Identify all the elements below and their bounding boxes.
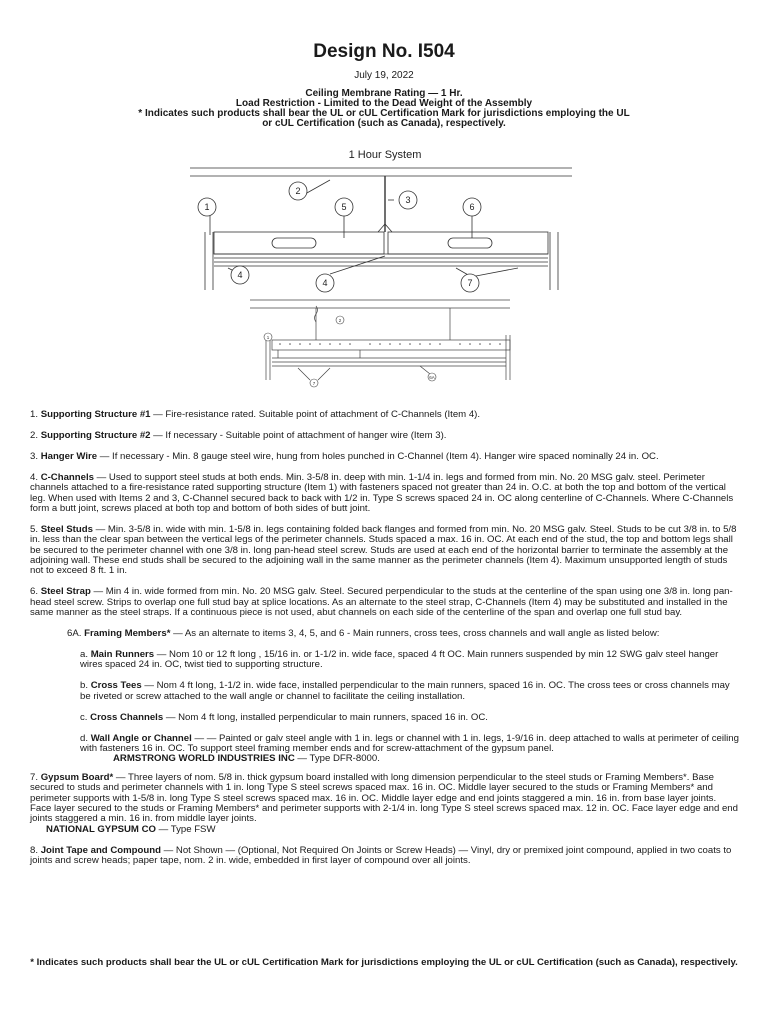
design-date: July 19, 2022 xyxy=(354,70,414,81)
callout-label: 1 xyxy=(204,202,210,212)
callout-label: 2 xyxy=(295,186,301,196)
item-6: 6. Steel Strap — Min 4 in. wide formed from min. No. 20 MSG galv. Steel. Secured perpendicular to the studs at the centerline of the span using one 3/8 in. long pan-head steel screw. Strips to overlap one full stud bay at splice locations. As an alternate to the steel strap, C-Channels (Item 4) may be substituted and installed in the same manner as the steel straps. If a continuous piece is not used, abut channels on each side of the centerline of the span and overlap one full stud bay. xyxy=(30,586,733,619)
callout-label: 6 xyxy=(469,202,475,212)
rating-line: Ceiling Membrane Rating — 1 Hr. xyxy=(305,88,463,99)
header-notes xyxy=(60,89,708,129)
lower-section xyxy=(250,300,510,380)
lower-dots xyxy=(279,343,501,345)
item-6a: 6A. Framing Members* — As an alternate to items 3, 4, 5, and 6 - Main runners, cross tees, cross channels and wall angle as listed below: xyxy=(67,628,660,640)
cert-note-line-2: or cUL Certification (such as Canada), respectively. xyxy=(262,118,506,129)
lower-label: 7 xyxy=(312,381,316,386)
item-7: 7. Gypsum Board* — Three layers of nom. 5/8 in. thick gypsum board installed with long dimension perpendicular to the steel studs or Framing Members*. Base secured to studs and perimeter channels with 1 in. long Type S steel screws spaced max. 16 in. OC. Middle layer secured to the studs or Framing Members* and perimeter supports with 1-5/8 in. long Type S steel screws spaced max. 16 in. OC. Middle layer edge and end joints staggered a min. 16 in. from base layer joints. Face layer secured to the studs or Framing Members* and perimeter supports with 2-1/4 in. long Type S steel screws spaced max. 12 in. OC. Face layer edge and end joints staggered a min. 16 in. from middle layer joints. NATIONAL GYPSUM CO — Type FSW xyxy=(30,771,738,835)
lower-callout-labels xyxy=(267,318,435,386)
item-label: Hanger Wire xyxy=(40,450,98,462)
manufacturer: ARMSTRONG WORLD INDUSTRIES INC xyxy=(113,753,295,765)
item-6a-d: d. Wall Angle or Channel — — Painted or galv steel angle with 1 in. legs or channel with 1 in. legs, 1-9/16 in. deep attached to walls at perimeter of ceiling with fasteners 16 in. OC. To support steel framing member ends and for screw-attachment of the gypsum panel. ARMSTRONG WORLD INDUSTRIES INC — Type DFR-8000. xyxy=(80,732,739,765)
item-label: Cross Channels xyxy=(90,711,164,723)
item-2: 2. Supporting Structure #2 — If necessary - Suitable point of attachment of hanger wire (Item 3). xyxy=(30,429,447,441)
callout-label: 7 xyxy=(467,278,473,288)
item-4: 4. C-Channels — Used to support steel studs at both ends. Min. 3-5/8 in. deep with min. 1-1/4 in. legs and formed from min. No. 20 MSG galv. steel. Perimeter channels attached to a fire-resistance rated supporting structure (Item 1) with fasteners spaced not greater than 24 in. O.C. at both the top and bottom of the vertical leg. When used with Items 2 and 3, C-Channel secured back to back with 1/2 in. Type S screws spaced 24 in. OC along centerline of C-Channels. Where C-Channels form a butt joint, screws placed at both top and bottom of both sides of butt joint. xyxy=(30,471,734,514)
item-6a-a: a. Main Runners — Nom 10 or 12 ft long , 15/16 in. or 1-1/2 in. wide face, spaced 4 ft OC. Main runners suspended by min 12 SWG galv steel hanger wires spaced 24 in. OC, twist tied to supporting structure. xyxy=(80,649,719,671)
item-1: 1. Supporting Structure #1 — Fire-resistance rated. Suitable point of attachment of C-Channels (Item 4). xyxy=(30,409,481,420)
assembly-diagram xyxy=(180,140,580,395)
item-label: Joint Tape and Compound xyxy=(40,844,161,856)
lower-label: 6A xyxy=(429,375,435,380)
item-6a-c: c. Cross Channels — Nom 4 ft long, installed perpendicular to main runners, spaced 16 in. OC. xyxy=(80,711,488,723)
design-title: Design No. I504 xyxy=(313,41,455,62)
item-label: Main Runners xyxy=(90,649,155,660)
callout-label: 3 xyxy=(405,195,411,205)
callout-label: 4 xyxy=(237,270,243,280)
product-type: — Type DFR-8000. xyxy=(294,753,380,765)
cert-note-line-1: * Indicates such products shall bear the UL or cUL Certification Mark for jurisdictions employing the UL xyxy=(138,108,630,119)
item-8: 8. Joint Tape and Compound — Not Shown — (Optional, Not Required On Joints or Screw Heads) — Vinyl, dry or premixed joint compound, applied in two coats to joints and screw heads; paper tape, nom. 2 in. wide, embedded in first layer of compound over all joints. xyxy=(30,844,732,867)
item-6a-b: b. Cross Tees — Nom 4 ft long, 1-1/2 in. wide face, installed perpendicular to the main runners, spaced 16 in. OC. The cross tees or cross channels may be riveted or screw attached to the wall angle or channel to facilitate the ceiling installation. xyxy=(80,680,730,702)
item-label: Supporting Structure #1 xyxy=(40,409,151,420)
item-label: Supporting Structure #2 xyxy=(40,429,151,441)
product-type: — Type FSW xyxy=(155,823,216,835)
restriction-line: Load Restriction - Limited to the Dead Weight of the Assembly xyxy=(235,98,533,109)
diagram-title: 1 Hour System xyxy=(348,149,422,161)
design-items xyxy=(30,410,740,877)
lower-callouts xyxy=(264,316,436,387)
item-label: Wall Angle or Channel xyxy=(90,732,192,744)
item-label: Gypsum Board* xyxy=(40,771,114,783)
lower-label: 1 xyxy=(266,335,270,340)
item-label: Steel Strap xyxy=(40,586,91,598)
lower-label: 2 xyxy=(338,318,342,323)
item-label: Steel Studs xyxy=(40,523,93,535)
item-label: Framing Members* xyxy=(84,628,171,640)
item-5: 5. Steel Studs — Min. 3-5/8 in. wide with min. 1-5/8 in. legs containing folded back flanges and formed from min. No. 20 MSG galv. Steel. Studs to be cut 3/8 in. to 5/8 in. less than the clear span between the vertical legs of the perimeter channels. Studs spaced a max. 16 in. OC. At each end of the stud, the top and bottom legs shall be secured to the perimeter channel with one 3/8 in. long pan-head steel screw. Studs are used at each end of the horizontal barrier to terminate the assembly at the adjoining wall. These end studs shall be secured to the adjoining wall in the same manner as the perimeter channels (Item 4). Maximum unsupported length of studs not to exceed 8 ft. 1 in. xyxy=(30,523,737,577)
item-label: Cross Tees xyxy=(90,680,142,692)
callout-label: 4 xyxy=(322,278,328,288)
callout-label: 5 xyxy=(341,202,347,212)
item-label: C-Channels xyxy=(40,471,94,483)
manufacturer: NATIONAL GYPSUM CO xyxy=(46,823,156,835)
footer-cert-note: * Indicates such products shall bear the UL or cUL Certification Mark for jurisdictions employing the UL or cUL Certification (such as Canada), respectively. xyxy=(30,957,738,968)
item-3: 3. Hanger Wire — If necessary - Min. 8 gauge steel wire, hung from holes punched in C-Channel (Item 4). Hanger wire spaced nominally 24 in. OC. xyxy=(30,450,659,462)
